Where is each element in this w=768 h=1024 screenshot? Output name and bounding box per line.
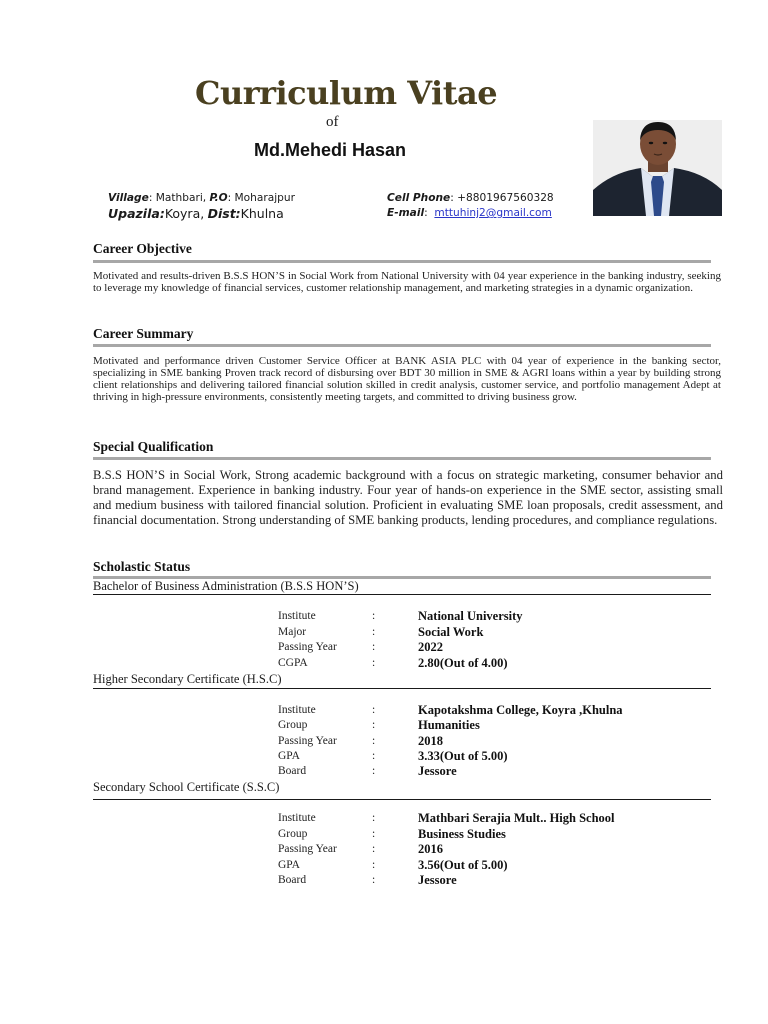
upazila-label: Upazila:: [108, 206, 165, 221]
row-label: Major: [278, 626, 307, 638]
address-line-1: Village: Mathbari, P.O: Moharajpur: [108, 192, 295, 204]
row-separator: :: [372, 719, 376, 731]
po-label: P.O: [209, 192, 228, 204]
row-value: 2022: [418, 640, 443, 654]
row-label: GPA: [278, 859, 300, 871]
email-label: E-mail: [387, 207, 425, 219]
degree-title-ssc: Secondary School Certificate (S.S.C): [93, 780, 280, 794]
special-qualification-rule: [93, 457, 711, 460]
row-label: Passing Year: [278, 735, 337, 747]
scholastic-heading: Scholastic Status: [93, 559, 191, 574]
row-label: Institute: [278, 610, 316, 622]
career-objective-heading: Career Objective: [93, 241, 192, 256]
row-separator: :: [372, 765, 376, 777]
career-summary-heading: Career Summary: [93, 326, 194, 341]
row-value: Jessore: [418, 873, 457, 887]
row-separator: :: [372, 657, 376, 669]
row-value: Jessore: [418, 764, 457, 778]
career-summary-text: Motivated and performance driven Customer Service Officer at BANK ASIA PLC with 04 year of experience in the banking sector, specializing in SME banking Proven track record of disbursing over BDT 30 million in SME & AGRI loans within a year by building strong client relationships and delivering tailored financial solution skilled in credit analysis, customer service, and portfolio management Adept at thriving in high-pressure environments, consistently meeting targets, and committed to driving business grow.: [93, 355, 721, 403]
career-objective-rule: [93, 260, 711, 263]
phone-value: +8801967560328: [457, 192, 554, 204]
portrait-image: [593, 120, 722, 216]
row-label: Passing Year: [278, 641, 337, 653]
row-value: Mathbari Serajia Mult.. High School: [418, 811, 615, 825]
row-label: Group: [278, 719, 308, 731]
row-value: 3.56(Out of 5.00): [418, 858, 508, 872]
row-separator: :: [372, 626, 376, 638]
row-value: Kapotakshma College, Koyra ,Khulna: [418, 703, 623, 717]
upazila-value: Koyra,: [164, 206, 205, 221]
village-value: Mathbari,: [155, 192, 207, 204]
row-label: Group: [278, 828, 308, 840]
row-label: Institute: [278, 704, 316, 716]
row-separator: :: [372, 812, 376, 824]
row-value: Social Work: [418, 625, 484, 639]
career-summary-rule: [93, 344, 711, 347]
row-label: Board: [278, 765, 307, 777]
row-label: GPA: [278, 750, 300, 762]
document-title: Curriculum Vitae: [195, 74, 498, 112]
row-value: Business Studies: [418, 827, 506, 841]
profile-photo: [593, 120, 722, 216]
candidate-name: Md.Mehedi Hasan: [254, 140, 407, 160]
row-separator: :: [372, 843, 376, 855]
email-link[interactable]: mttuhinj2@gmail.com: [434, 207, 552, 219]
email-line: E-mail: mttuhinj2@gmail.com: [387, 207, 552, 219]
row-separator: :: [372, 859, 376, 871]
row-separator: :: [372, 750, 376, 762]
phone-label: Cell Phone: [387, 192, 451, 204]
title-of: of: [326, 114, 339, 130]
dist-label: Dist:: [207, 206, 241, 221]
degree-rule-bss: [93, 594, 711, 595]
row-label: Passing Year: [278, 843, 337, 855]
village-label: Village: [108, 192, 149, 204]
career-objective-text: Motivated and results-driven B.S.S HON’S in Social Work from National University with 04 year experience in the banking industry, seeking to leverage my knowledge of financial services, customer relationship management, and marketing strategies in a dynamic organization.: [93, 270, 721, 294]
row-value: 2016: [418, 842, 443, 856]
row-separator: :: [372, 641, 376, 653]
degree-title-hsc: Higher Secondary Certificate (H.S.C): [93, 672, 282, 686]
row-value: Humanities: [418, 718, 480, 732]
row-label: Board: [278, 874, 307, 886]
row-label: Institute: [278, 812, 316, 824]
row-separator: :: [372, 874, 376, 886]
row-value: National University: [418, 609, 523, 623]
row-value: 2018: [418, 734, 443, 748]
phone-line: Cell Phone: +8801967560328: [387, 192, 554, 204]
special-qualification-text: B.S.S HON’S in Social Work, Strong academic background with a focus on strategic marketing, consumer behavior and brand management. Experience in banking industry. Four year of hands-on experience in the SME sector, assisting small and medium business with tailored financial solution. Proficient in evaluating SME loan proposals, credit assessment, and financial documentation. Strong understanding of SME banking products, lending procedures, and compliance regulations.: [93, 468, 723, 527]
dist-value: Khulna: [240, 206, 284, 221]
row-label: CGPA: [278, 657, 308, 669]
row-separator: :: [372, 610, 376, 622]
row-separator: :: [372, 735, 376, 747]
address-line-2: [108, 206, 284, 221]
row-value: 2.80(Out of 4.00): [418, 656, 508, 670]
po-value: Moharajpur: [234, 192, 295, 204]
degree-rule-hsc: [93, 688, 711, 689]
row-value: 3.33(Out of 5.00): [418, 749, 508, 763]
degree-rule-ssc: [93, 799, 711, 800]
row-separator: :: [372, 704, 376, 716]
special-qualification-heading: Special Qualification: [93, 439, 214, 454]
row-separator: :: [372, 828, 376, 840]
degree-title-bss: Bachelor of Business Administration (B.S.S HON’S): [93, 579, 359, 593]
